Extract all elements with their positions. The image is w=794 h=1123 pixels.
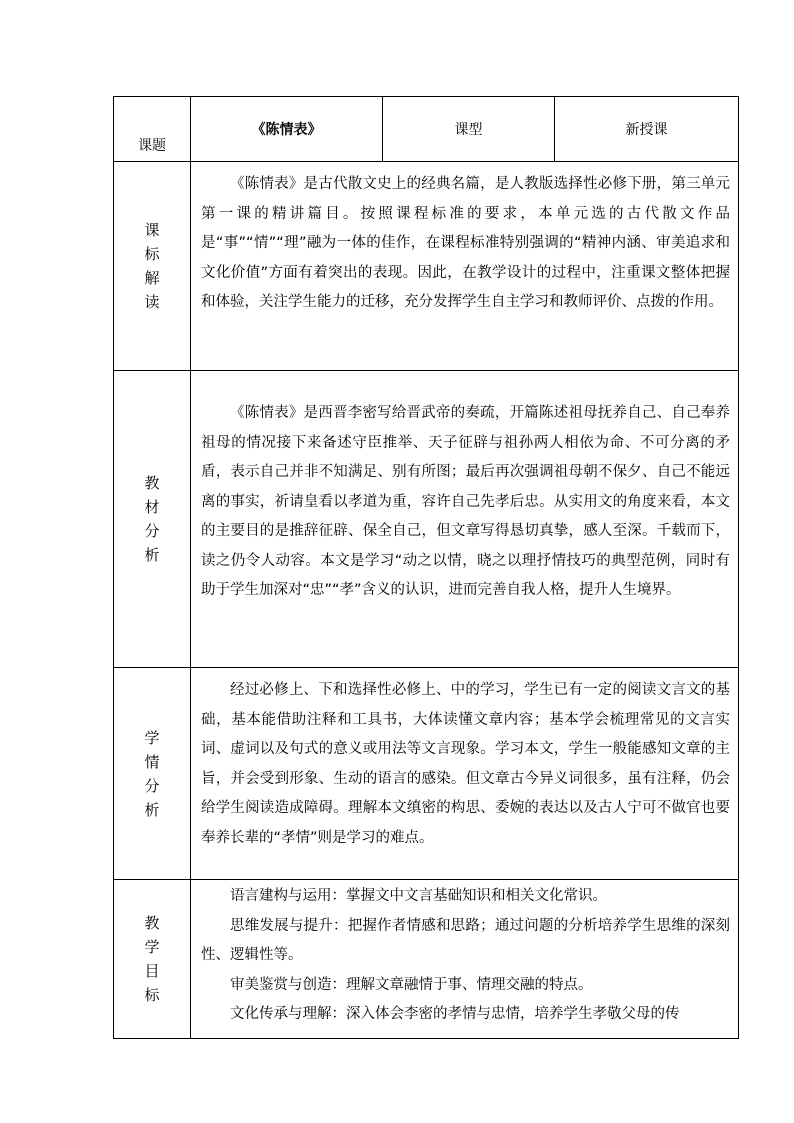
material-text: 《陈情表》是西晋李密写给晋武帝的奏疏，开篇陈述祖母抚养自己、自己奉养祖母的情况接下来备述守臣推举、天子征辟与祖孙两人相依为命、不可分离的矛盾，表示自己并非不知满足、别有所图；最后再次强调祖母朝不保夕、自己不能远离的事实，祈请皇看以孝道为重，容许自己先孝后忠。从实用文的角度来看，本文的主要目的是推辞征辟、保全自己，但文章写得恳切真挚，感人至深。千载而下，读之仍令人动容。本文是学习“动之以情，晓之以理抒情技巧的典型范例，同时有助于学生加深对“忠”“孝”含义的认识，进而完善自我人格，提升人生境界。 bbox=[201, 405, 730, 598]
goals-row bbox=[114, 880, 739, 1039]
topic-title: 《陈情表》 bbox=[191, 97, 383, 162]
standard-text-cell bbox=[191, 162, 739, 371]
students-row bbox=[114, 668, 739, 880]
students-text: 经过必修上、下和选择性必修上、中的学习，学生已有一定的阅读文言文的基础，基本能借助注释和工具书，大体读懂文章内容；基本学会梳理常见的文言实词、虚词以及句式的意义或用法等文言现象。学习本文，学生一般能感知文章的主旨，并会受到形象、生动的语言的感染。但文章古今异义词很多，虽有注释，仍会给学生阅读造成障碍。理解本文缜密的构思、委婉的表达以及古人宁可不做官也要奉养长辈的“孝情”则是学习的难点。 bbox=[201, 682, 730, 846]
standard-label: 课 标 解 读 bbox=[114, 162, 191, 371]
lesson-type-label: 课型 bbox=[383, 97, 555, 162]
goals-label: 教 学 目 标 bbox=[114, 880, 191, 1039]
students-text-cell bbox=[191, 668, 739, 880]
lesson-type-value: 新授课 bbox=[555, 97, 739, 162]
goal-item: 审美鉴赏与创造：理解文章融情于事、情理交融的特点。 bbox=[230, 976, 593, 993]
goals-text-cell bbox=[191, 880, 739, 1039]
goal-item: 思维发展与提升：把握作者情感和思路；通过问题的分析培养学生思维的深刻性、逻辑性等。 bbox=[201, 917, 730, 963]
header-row bbox=[114, 97, 739, 162]
material-row bbox=[114, 371, 739, 668]
topic-label-cell bbox=[114, 97, 191, 162]
standard-text: 《陈情表》是古代散文史上的经典名篇，是人教版选择性必修下册，第三单元第一课的精讲篇目。按照课程标准的要求，本单元选的古代散文作品是“事”“情”“理”融为一体的佳作，在课程标准特别强调的“精神内涵、审美追求和文化价值”方面有着突出的表现。因此，在教学设计的过程中，注重课文整体把握和体验，关注学生能力的迁移，充分发挥学生自主学习和教师评价、点拨的作用。 bbox=[201, 176, 730, 310]
goal-item: 语言建构与运用：掌握文中文言基础知识和相关文化常识。 bbox=[230, 888, 607, 904]
goal-item: 文化传承与理解：深入体会李密的孝情与忠情，培养学生孝敬父母的传 bbox=[230, 1006, 680, 1022]
topic-label: 课题 bbox=[138, 138, 166, 154]
standard-row bbox=[114, 162, 739, 371]
material-label: 教 材 分 析 bbox=[114, 371, 191, 668]
lesson-plan-table bbox=[113, 96, 739, 1039]
students-label: 学 情 分 析 bbox=[114, 668, 191, 880]
material-text-cell bbox=[191, 371, 739, 668]
